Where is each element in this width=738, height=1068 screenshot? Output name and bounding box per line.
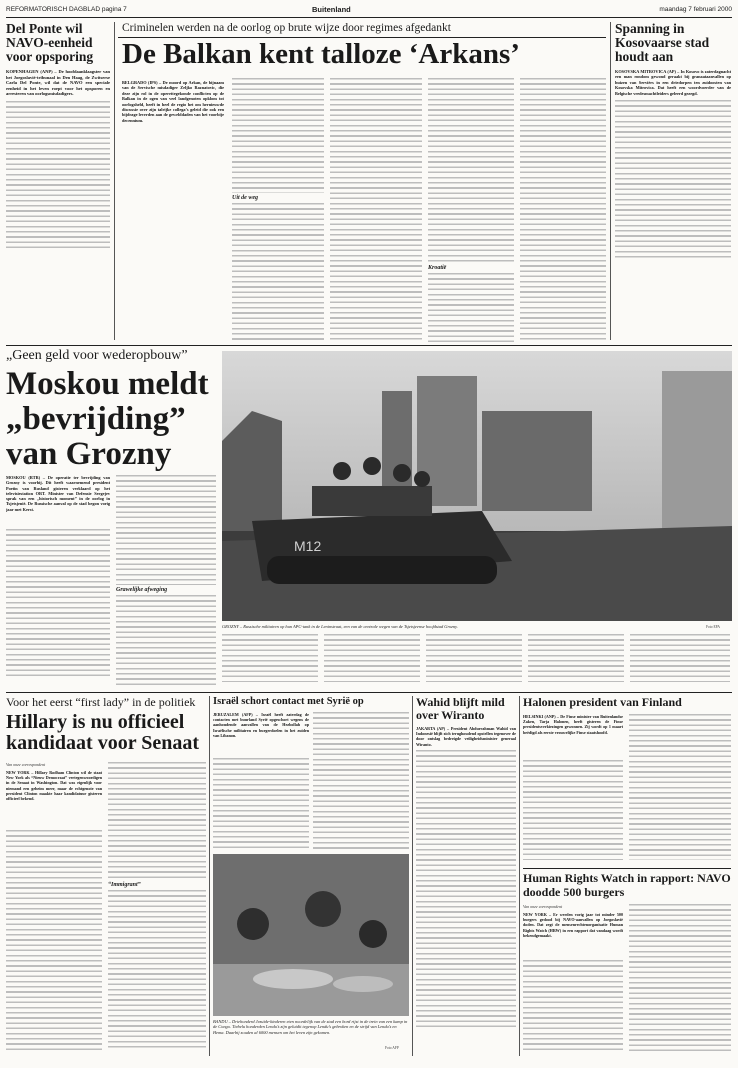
headline-line-2: „bevrijding”	[6, 401, 186, 437]
article-arkans	[118, 22, 606, 342]
body-col-1	[523, 760, 623, 860]
body-col-6	[528, 634, 624, 682]
body-col-5	[426, 634, 522, 682]
byline: Van onze correspondent	[523, 904, 563, 909]
headline-line-1: Moskou meldt	[6, 366, 209, 402]
article-israel	[213, 696, 409, 1056]
section-rule	[6, 692, 732, 693]
column-rule	[610, 22, 611, 340]
headline: Spanning in Kosovaarse stad houdt aan	[615, 21, 710, 64]
column-4	[428, 78, 514, 343]
headline	[6, 367, 216, 472]
column-rule	[519, 696, 520, 1056]
headline: Israël schort contact met Syrië op	[213, 696, 364, 707]
photo-caption: GROZNY – Russische militairen op hun APC-tank in de Leninstraat, een van de centrale wegen van de Tsjetsjeense hoofdstad Grozny.	[222, 624, 458, 629]
headline: Del Ponte wil NAVO-eenheid voor opsporing	[6, 21, 94, 64]
body-col-1	[213, 758, 309, 850]
header-rule	[6, 17, 732, 18]
grozny-photo	[222, 351, 732, 621]
body-col-7	[630, 634, 730, 682]
column-rule	[114, 22, 115, 340]
column-rule	[209, 696, 210, 1056]
body-text	[6, 101, 110, 251]
body-col-2	[313, 712, 409, 850]
headline: Halonen president van Finland	[523, 695, 682, 709]
lead-paragraph: BELGRADO (IPS) – De moord op Arkan, de bijnaam van de Servische misdadiger Zeljko Raznatovic, die deze zijn rol in de operettegekonde conflicten op de Balkan in de ogen van veel landgenoten opklom tot oorlogsheld, heeft in heel de regio het om hernieuwde discussie over zijn talrijke collega’s geleid die ook een bijdrage leverden aan de gewelddaden van het voorbije decennium.	[122, 80, 224, 123]
column-3	[330, 78, 422, 340]
lead-paragraph: KOSOVSKA MITROVICA (AP) – In Kosovo is zaterdagnacht een man rondom gewond geraakt bij granaataanvallen op huizen van Serviërs in een driedorpen ten zuidoosten van Kosovska Mitrovica. Dat heeft een woordvoerder van de Belgische vredesmachtleiders geleerd gezegd.	[615, 69, 731, 96]
column-5	[520, 78, 606, 340]
body-col-2	[629, 904, 731, 1052]
photo-credit: Foto AFP	[385, 1046, 399, 1050]
article-grozny	[6, 349, 732, 689]
children-photo-illustration	[213, 854, 409, 1016]
body-col-3	[222, 634, 318, 682]
lead-paragraph: MOSKOU (RTR) – De operatie ter bevrijding van Grozny is voorbij. Dit heeft waarnemend president Poetin van Rusland gisteren verklaard op het televisiestation ORT. Minister van Defensie Sergejev sprak van een „historisch moment” in de oorlog in Tsjetsjenië. De Russische aanval op de stad begon vorig jaar met Kerst.	[6, 475, 110, 512]
body-col-4	[324, 634, 420, 682]
article-wahid	[416, 696, 516, 1056]
tank-number-marking: M12	[294, 538, 322, 554]
section-rule	[523, 868, 731, 869]
body-text	[615, 100, 731, 260]
body-col-1	[6, 830, 102, 1050]
column-2	[232, 78, 324, 343]
photo-caption: BANDU – Driehonderd Jezuïde-kinderen eten noordelijk van de stad een bord rijst in de trein van een kamp in de Congo. Tiebelu honderden Lendu’s zijn geluidit tegenop Lendu’s gebroken en de strijd van Lendu’s en Hema. Daarbij zouden al 6000 mensen om het leven zijn gekomen.	[213, 1019, 408, 1035]
lead-paragraph: NEW YORK – Hillary Rodham Clinton wil de staat New York als “Nieuw Democraat” vertegenwoordigen in de Senaat in Washington. Dat was eigenlijk voor niemand een geheim meer, maar de echtgenote van president Clinton maakte haar kandidatuur gisteren officieel bekend.	[6, 770, 102, 802]
headline: De Balkan kent talloze ‘Arkans’	[122, 38, 520, 70]
subhead: Kroatië	[428, 265, 447, 271]
lead-paragraph: NEW YORK – Er werden vorig jaar tot minder 500 burgers gedood bij NAVO-aanvallen op Joegoslavië doden. Dat zegt de mensenrechtenorganisatie Human Rights Watch (HRW) in een rapport dat vandaag wordt bekendgemaakt.	[523, 912, 623, 938]
body-col-2	[116, 475, 216, 685]
headline: Human Rights Watch in rapport: NAVO doodde 500 burgers	[523, 871, 731, 899]
page-header	[6, 4, 732, 16]
body-col-1	[523, 960, 623, 1052]
subhead: Uit de weg	[232, 195, 258, 201]
kicker: Criminelen werden na de oorlog op brute wijze door regimes afgedankt	[122, 22, 451, 34]
issue-date: maandag 7 februari 2000	[659, 6, 732, 13]
article-spanning	[615, 22, 731, 342]
headline: Wahid blijft mild over Wiranto	[416, 695, 505, 722]
bandu-photo	[213, 854, 409, 1016]
lead-paragraph: JAKARTA (AP) – President Abdurrahman Wahid van Indonesië blijft zich terughoudend opstellen tegenover de door ontslag bedreigde veiligheidsminister generaal Wiranto.	[416, 726, 516, 747]
article-halonen	[523, 696, 731, 866]
column-rule	[412, 696, 413, 1056]
lead-paragraph: JERUZALEM (AFP) – Israël heeft zaterdag de contacten met buurland Syrië opgeschort wegens de aanhoudende aanvallen van de Hezbollah op Israëlische militairen en burgerdoelen in het zuiden van Libanon.	[213, 712, 309, 738]
lead-paragraph: KOPENHAGEN (ANP) – De hoofdaanklaagster van het Joegoslavië-tribunaal in Den Haag, de Zwitserse Carla Del Ponte, wil dat de NAVO een speciale eenheid in het leven roept voor het opsporen en arresteren van oorlogsmisdadigers.	[6, 69, 110, 97]
subhead: Grawelijke afweging	[116, 587, 168, 593]
article-delponte	[6, 22, 110, 342]
tank-photo-illustration	[222, 351, 732, 621]
body-col-1	[6, 529, 110, 679]
body-col-2	[108, 762, 206, 1050]
paper-name-page: REFORMATORISCH DAGBLAD pagina 7	[6, 6, 127, 13]
section-title: Buitenland	[312, 5, 351, 14]
lead-paragraph: HELSINKI (ANP) – De Finse minister van Buitenlandse Zaken, Tarja Halonen, heeft gisteren de Finse presidentsverkiezingen gewonnen. Zij wordt op 1 maart beëdigd als eerste vrouwelijke Finse staatshoofd.	[523, 714, 623, 735]
article-hrw	[523, 872, 731, 1057]
kicker: „Geen geld voor wederopbouw”	[6, 348, 188, 363]
headline-line-3: van Grozny	[6, 436, 172, 472]
body-text	[416, 750, 516, 1030]
headline: Hillary is nu officieel kandidaat voor Senaat	[6, 711, 200, 754]
article-hillary	[6, 696, 206, 1056]
kicker: Voor het eerst “first lady” in de politiek	[6, 695, 196, 709]
body-col-2	[629, 714, 731, 860]
byline: Van onze correspondent	[6, 762, 46, 767]
subhead: “Immigrant”	[108, 882, 141, 888]
section-rule	[6, 345, 732, 346]
photo-credit: Foto EPA	[706, 625, 720, 629]
